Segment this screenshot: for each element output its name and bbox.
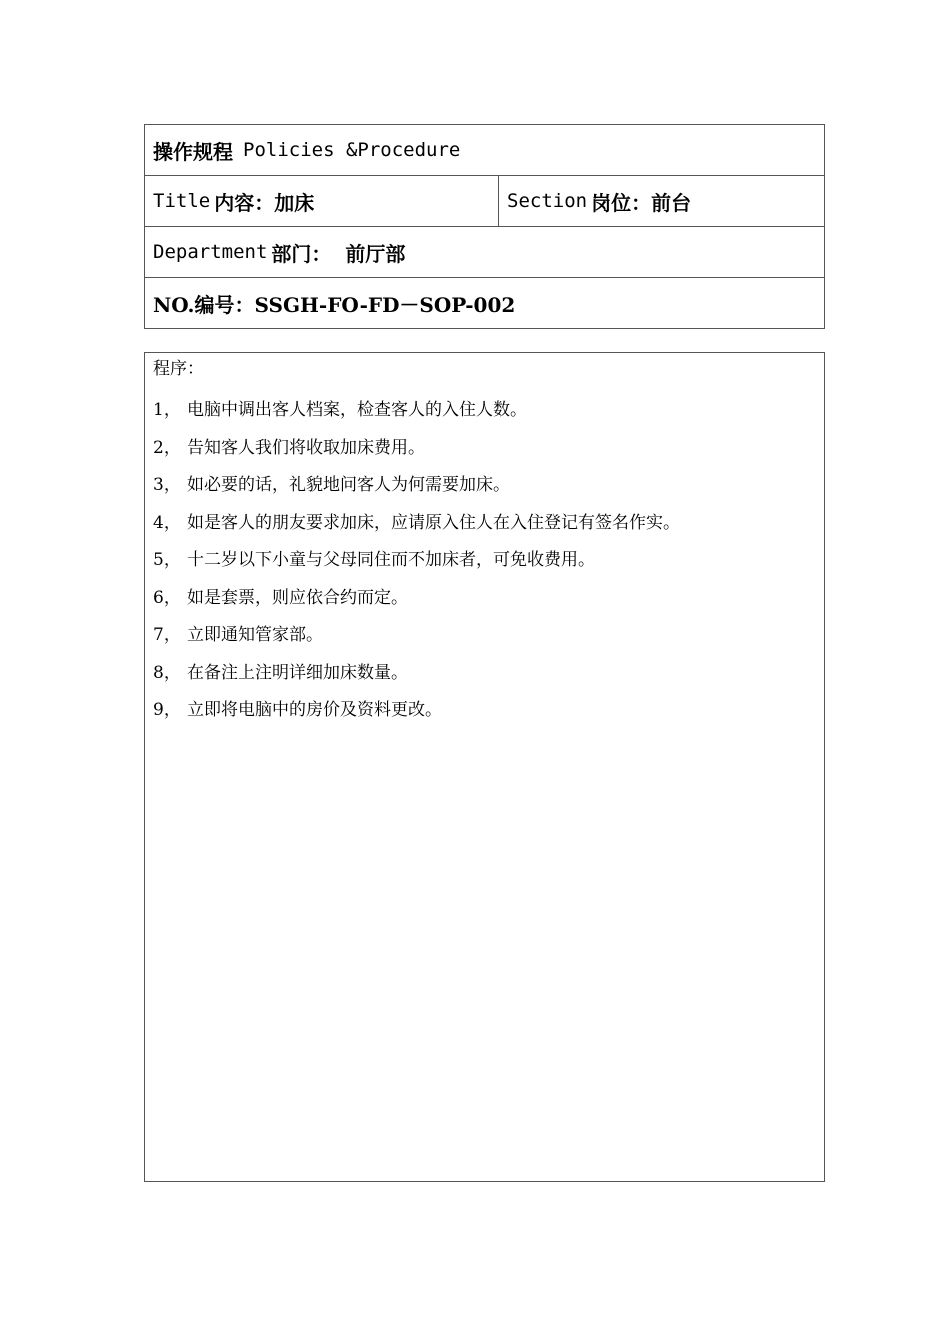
step-number: 4， (153, 512, 181, 533)
number-value: SSGH-FO-FD－SOP-002 (254, 292, 516, 317)
procedure-step (153, 433, 816, 471)
step-text: 如必要的话，礼貌地问客人为何需要加床。 (187, 475, 510, 495)
procedure-step (153, 470, 816, 508)
content-value: 加床 (274, 190, 315, 215)
procedure-step (153, 508, 816, 546)
header-row-content-section (145, 176, 824, 227)
step-number: 2， (153, 437, 181, 458)
number-label: NO.编号： (153, 292, 255, 317)
department-value: 前厅部 (345, 241, 406, 266)
step-number: 1， (153, 400, 181, 420)
procedure-label: 程序： (153, 359, 204, 379)
step-number: 7， (153, 625, 181, 645)
header-row-number (145, 278, 824, 328)
procedure-step (153, 695, 816, 733)
section-value: 前台 (651, 190, 692, 215)
procedure-step (153, 545, 816, 583)
step-number: 5， (153, 550, 181, 570)
step-text: 在备注上注明详细加床数量。 (187, 662, 408, 683)
step-text: 如是客人的朋友要求加床，应请原入住人在入住登记有签名作实。 (187, 512, 680, 533)
section-label-cn: 岗位： (591, 190, 652, 215)
step-text: 告知客人我们将收取加床费用。 (187, 437, 425, 458)
procedure-step (153, 620, 816, 658)
step-text: 立即将电脑中的房价及资料更改。 (187, 700, 442, 720)
step-number: 8， (153, 662, 181, 683)
step-text: 如是套票，则应依合约而定。 (187, 587, 408, 608)
procedure-steps-list (153, 395, 816, 733)
department-cell (145, 227, 824, 277)
step-number: 9， (153, 700, 181, 720)
header-row-title (145, 125, 824, 176)
department-label-cn: 部门： (271, 241, 332, 266)
number-cell (145, 278, 824, 328)
content-label-cn: 内容： (214, 190, 275, 215)
step-number: 6， (153, 587, 181, 608)
department-label-en: Department (153, 241, 268, 263)
header-title-cell (145, 125, 824, 175)
section-cell (499, 176, 824, 226)
step-number: 3， (153, 475, 181, 495)
step-text: 立即通知管家部。 (187, 625, 323, 645)
content-label-en: Title (153, 190, 211, 212)
step-text: 电脑中调出客人档案，检查客人的入住人数。 (187, 400, 527, 420)
sop-header-table (144, 124, 825, 329)
step-text: 十二岁以下小童与父母同住而不加床者，可免收费用。 (187, 550, 595, 570)
procedure-box (144, 352, 825, 1182)
title-en: Policies &Procedure (243, 139, 461, 161)
procedure-step (153, 583, 816, 621)
title-cn: 操作规程 (153, 139, 233, 164)
procedure-step (153, 395, 816, 433)
content-cell (145, 176, 499, 226)
section-label-en: Section (507, 190, 588, 212)
header-row-department (145, 227, 824, 278)
procedure-step (153, 658, 816, 696)
